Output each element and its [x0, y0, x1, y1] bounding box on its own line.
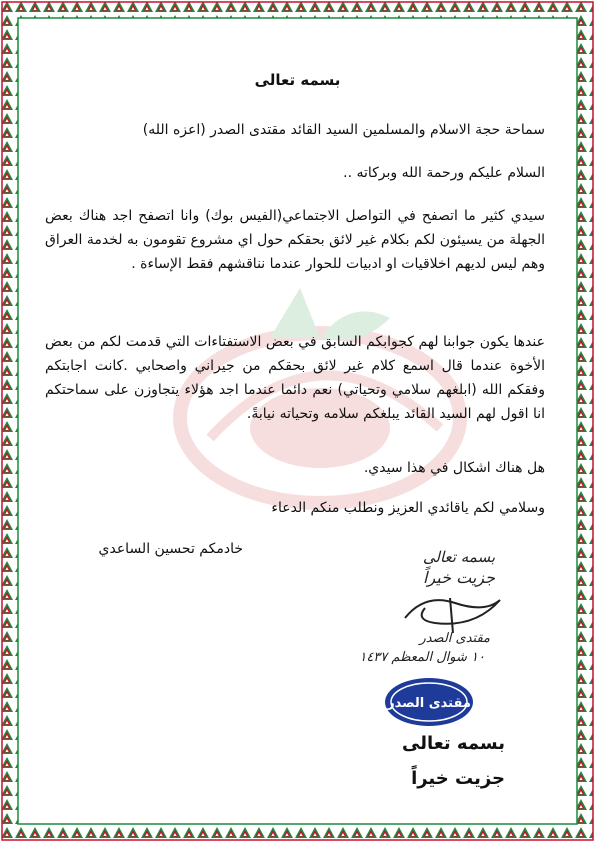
sender-signature-name: خادمكم تحسين الساعدي	[98, 541, 243, 557]
handwritten-bismihi: بسمه تعالى	[422, 548, 495, 566]
seal-text: مقتدى الصدر	[387, 696, 471, 711]
paragraph-two: عندها يكون جوابنا لهم كجوابكم السابق في بعض الاستفتاءات التي قدمت لكم من بعض الأخوة عندما قال اسمع كلام غير لائق بحقكم من جيراني واصحابي .كانت اجابتكم وفقكم الله (ابلغهم سلامي وتحياتي) نعم دائما عندما اجد هؤلاء يتجاوزن على سماحتكم انا اقول لهم السيد القائد يبلغكم سلامه وتحياته نيابةً.	[45, 334, 545, 422]
closing-line: وسلامي لكم ياقائدي العزيز ونطلب منكم الدعاء	[271, 500, 545, 516]
letter-heading: بسمه تعالى	[254, 71, 341, 89]
greeting-line: السلام عليكم ورحمة الله وبركاته ..	[343, 165, 545, 181]
question-line: هل هناك اشكال في هذا سيدي.	[363, 460, 545, 476]
addressee-line: سماحة حجة الاسلام والمسلمين السيد القائد مقتدى الصدر (اعزه الله)	[142, 122, 545, 138]
final-jaziyat: جزيت خيراً	[411, 768, 505, 789]
handwritten-date: ١٠ شوال المعظم ١٤٣٧	[359, 650, 485, 665]
official-seal	[383, 676, 475, 728]
handwritten-name: مقتدى الصدر	[419, 631, 490, 646]
paragraph-one: سيدي كثير ما اتصفح في التواصل الاجتماعي(الفيس بوك) وانا اتصفح اجد هناك بعض الجهلة من يسيئون لكم بكلام غير لائق بحقكم حول اي مشروع تقومون به لخدمة العراق وهم ليس لديهم اخلاقيات او ادبيات للحوار عندما نناقشهم فقط الإساءة .	[45, 208, 545, 272]
final-bismihi: بسمه تعالى	[402, 733, 505, 754]
letter-page	[30, 28, 565, 814]
handwritten-jaziyat: جزيت خيراً	[423, 568, 495, 587]
